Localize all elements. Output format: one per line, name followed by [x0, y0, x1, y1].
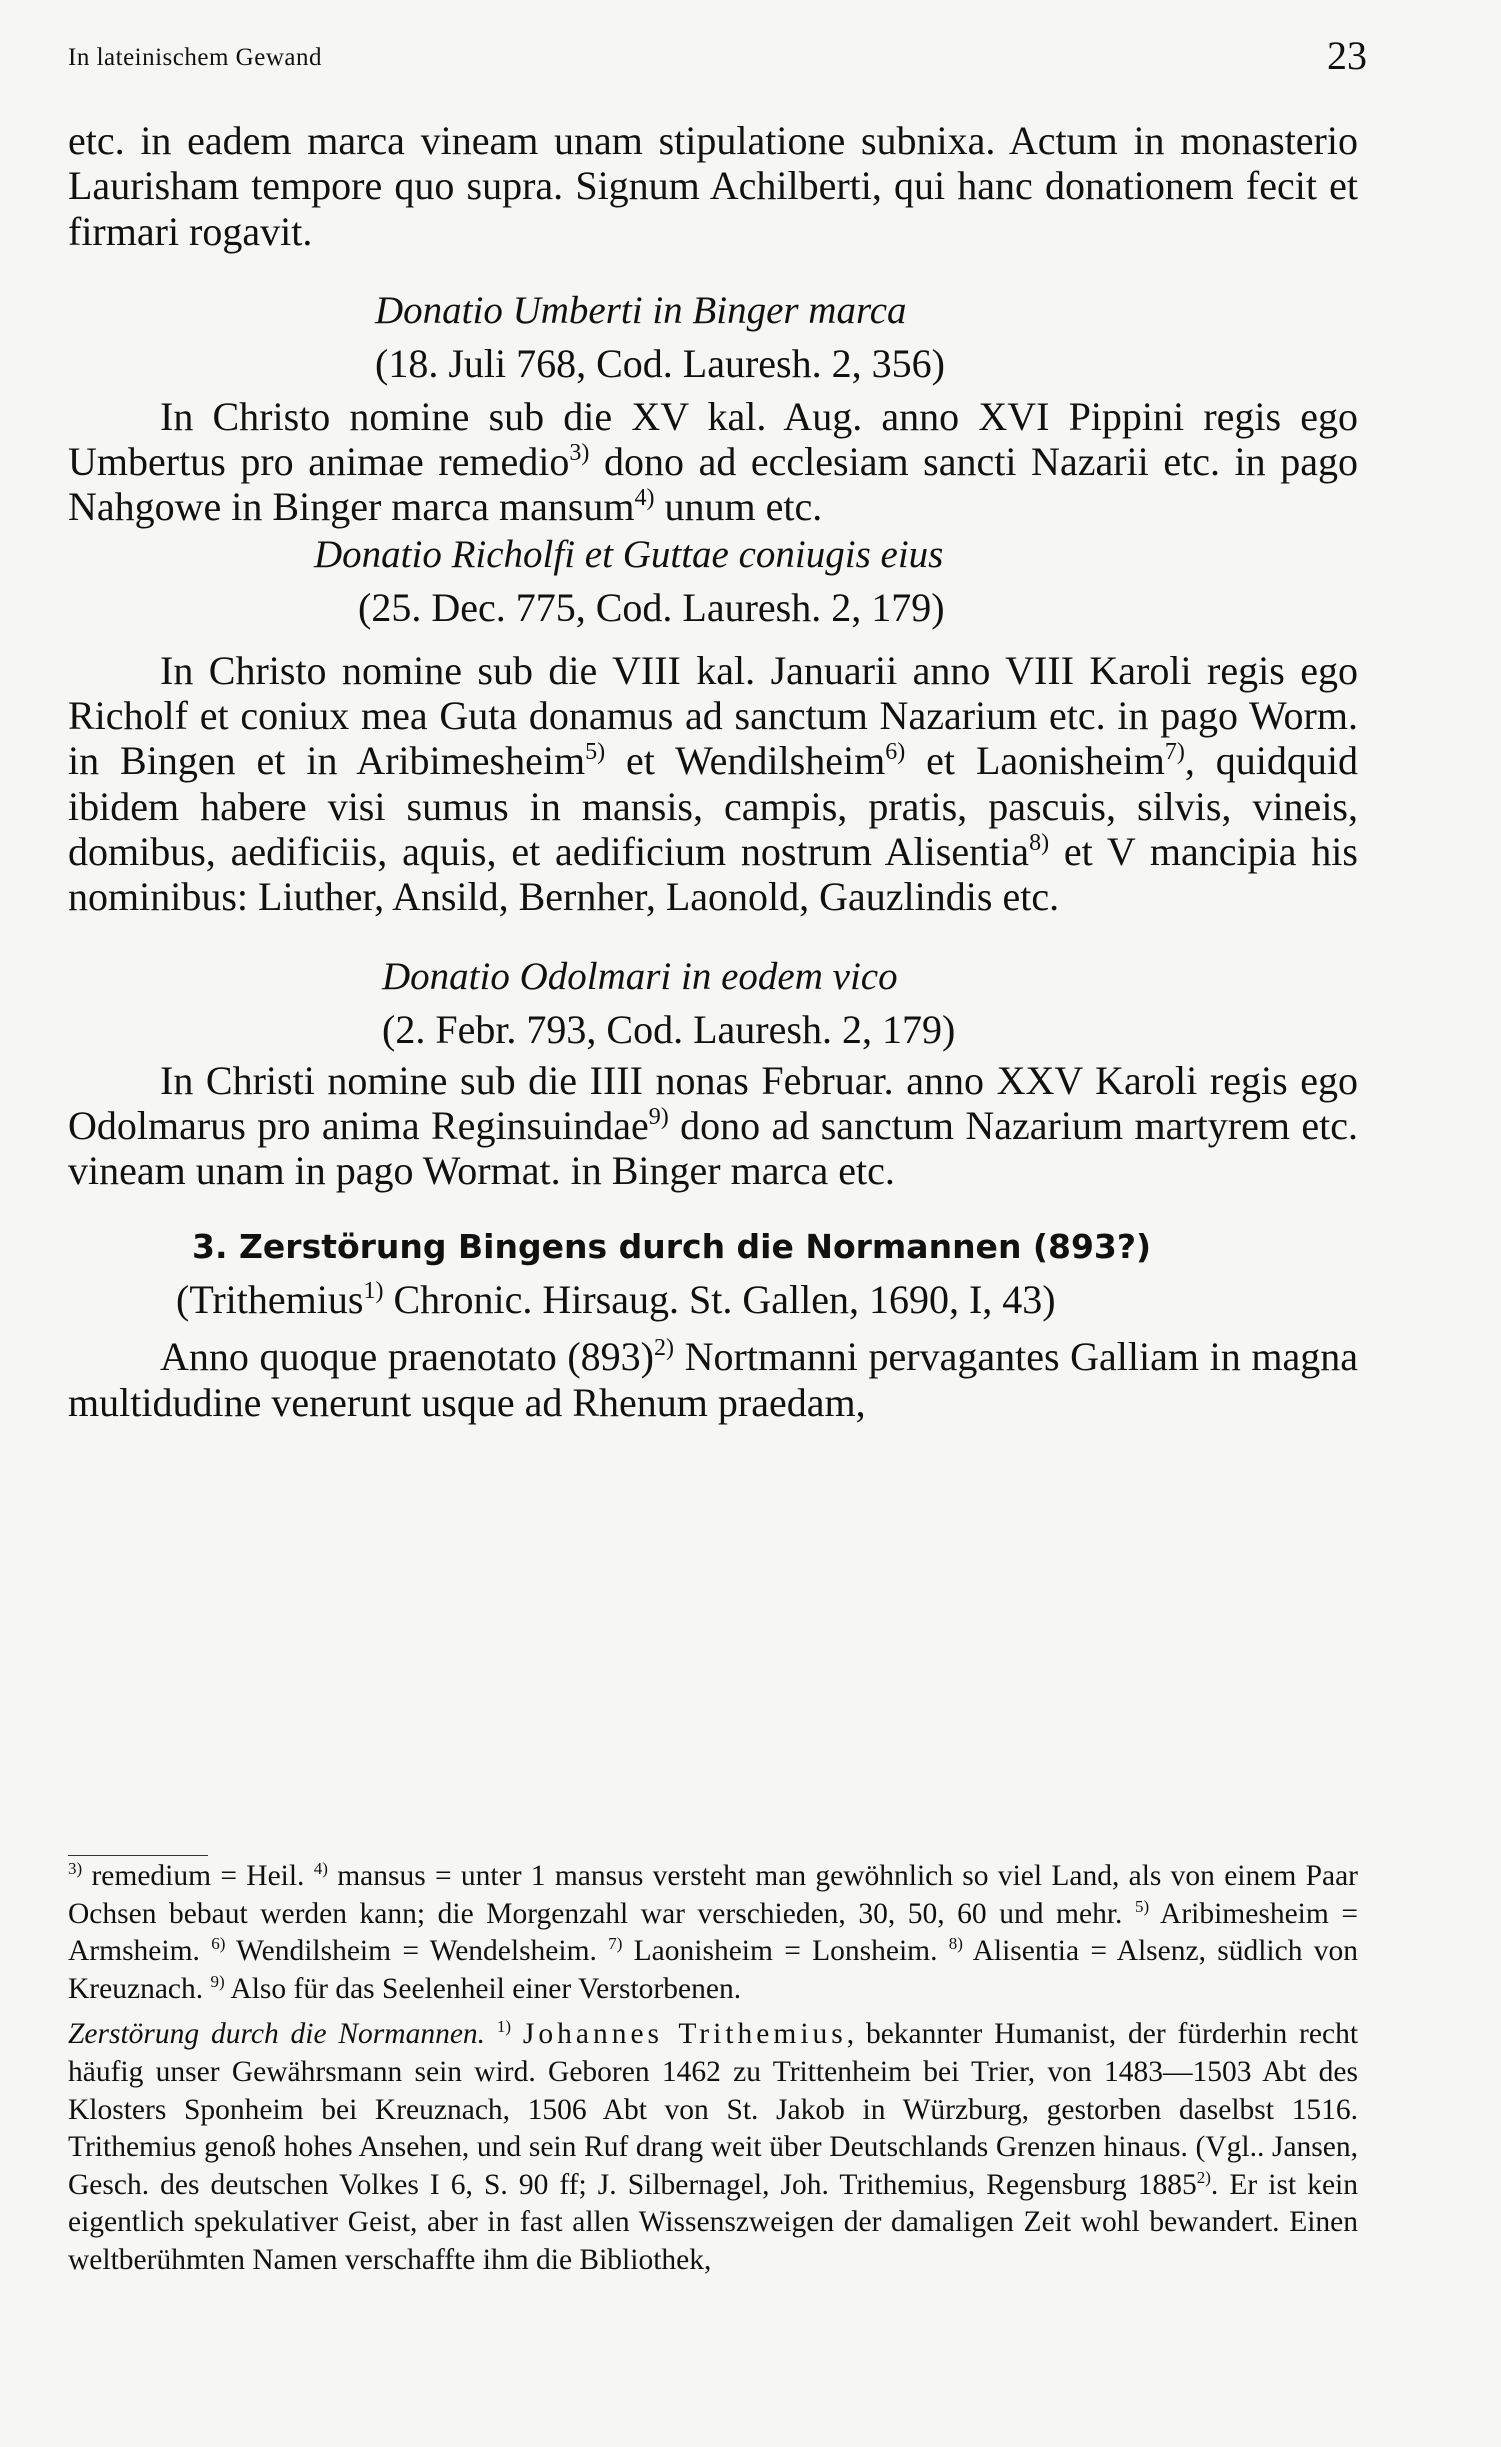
note-normannen: Zerstörung durch die Normannen. $^{1)}$ Johannes Trithemius, bekannter Humanist, der fürderhin recht häufig unser Gewährsmann sein wird. Geboren 1462 zu Trittenheim bei Trier, von 1483—1503 Abt des Klosters Sponheim bei Kreuznach, 1506 Abt von St. Jakob in Würzburg, gestorben daselbst 1516. Trithemius genoß hohes Ansehen, und sein Ruf drang weit über Deutschlands Grenzen hinaus. (Vgl.. Jansen, Gesch. des deutschen Volkes I 6, S. 90 ff; J. Silbernagel, Joh. Trithemius, Regensburg 1885$^{2)}$. Er ist kein eigentlich spekulativer Geist, aber in fast allen Wissenszweigen der damaligen Zeit wohl bewandert. Einen weltberühmten Namen verschaffte ihm die Bibliothek, — [68, 2017, 1359, 2276]
donation-umberti-title: Donatio Umberti in Binger marca — [375, 288, 907, 332]
footnote-ref-1: 1) — [363, 1278, 384, 1305]
opening-paragraph: etc. in eadem marca vineam unam stipulatione subnixa. Actum in monasterio Laurisham tempore quo supra. Signum Achilberti, qui hanc donationem fecit et firmari rogavit. — [68, 118, 1358, 254]
footnote-ref-2: 2) — [653, 1335, 674, 1362]
note-title: Zerstörung durch die Normannen. — [68, 2018, 486, 2051]
footnote-divider — [68, 1855, 208, 1856]
running-title: In lateinischem Gewand — [68, 44, 322, 71]
footnote-ref-3: 3) — [569, 440, 590, 467]
donation-richolfi-text: In Christo nomine sub die VIII kal. Januarii anno VIII Karoli regis ego Richolf et coniux mea Guta donamus ad sanctum Nazarium etc. in pago Worm. in Bingen et in Aribimesheim$^{5)}$ et Wendilsheim$^{6)}$ et Laonisheim$^{7)}$, quidquid ibidem habere visi sumus in mansis, campis, pratis, pascuis, silvis, vineis, domibus, aedificiis, aquis, et aedificium nostrum Alisentia$^{8)}$ et V mancipia his nominibus: Liuther, Ansild, Bernher, Laonold, Gauzlindis etc. — [68, 647, 1359, 920]
section-3-source: (Trithemius$^{1)}$ Chronic. Hirsaug. St. Gallen, 1690, I, 43) — [176, 1277, 1056, 1323]
section-3-text: Anno quoque praenotato $(893)^{2)}$ Nortmanni pervagantes Galliam in magna multidudine venerunt usque ad Rhenum praedam, — [68, 1334, 1358, 1425]
donation-umberti-source: (18. Juli 768, Cod. Lauresh. 2, 356) — [375, 340, 945, 386]
donation-odolmari-text: In Christi nomine sub die IIII nonas Februar. anno XXV Karoli regis ego Odolmarus pro anima Reginsuindae$^{9)}$ dono ad sanctum Nazarium martyrem etc. vineam unam in pago Wormat. in Binger marca etc. — [68, 1057, 1359, 1194]
trithemius-name: Johannes Trithemius — [522, 2018, 847, 2051]
donation-richolfi-title: Donatio Richolfi et Guttae coniugis eius — [314, 532, 944, 576]
donation-richolfi-source: (25. Dec. 775, Cod. Lauresh. 2, 179) — [358, 584, 945, 630]
main-text — [68, 118, 1358, 1425]
footnote-ref-4: 4) — [634, 485, 655, 512]
footnotes — [68, 1855, 1358, 2280]
section-3-heading: 3. Zerstörung Bingens durch die Normannen (893?) — [192, 1227, 1152, 1267]
footnotes-3-9: $^{3)}$ remedium = Heil. $^{4)}$ mansus = unter 1 mansus versteht man gewöhnlich so viel Land, als von einem Paar Ochsen bebaut werden kann; die Morgenzahl war verschieden, 30, 50, 60 und mehr. $^{5)}$ Aribimesheim = Armsheim. $^{6)}$ Wendilsheim = Wendelsheim. $^{7)}$ Laonisheim = Lonsheim. $^{8)}$ Alisentia = Alsenz, südlich von Kreuznach. $^{9)}$ Also für das Seelenheil einer Verstorbenen. — [68, 1859, 1358, 2005]
footnote-ref-9: 9) — [648, 1103, 669, 1130]
page-number: 23 — [1327, 33, 1367, 78]
footnote-ref-5: 5) — [585, 739, 606, 766]
footnote-ref-7: 7) — [1164, 739, 1185, 766]
footnote-ref-8: 8) — [1029, 829, 1050, 856]
footnote-ref-6: 6) — [885, 739, 906, 766]
donation-odolmari-source: (2. Febr. 793, Cod. Lauresh. 2, 179) — [382, 1006, 956, 1052]
donation-odolmari-title: Donatio Odolmari in eodem vico — [382, 954, 898, 998]
page-header — [68, 30, 1367, 80]
donation-umberti-text: In Christo nomine sub die XV kal. Aug. anno XVI Pippini regis ego Umbertus pro animae remedio$^{3)}$ dono ad ecclesiam sancti Nazarii etc. in pago Nahgowe in Binger marca mansum$^{4)}$ unum etc. — [68, 393, 1358, 530]
